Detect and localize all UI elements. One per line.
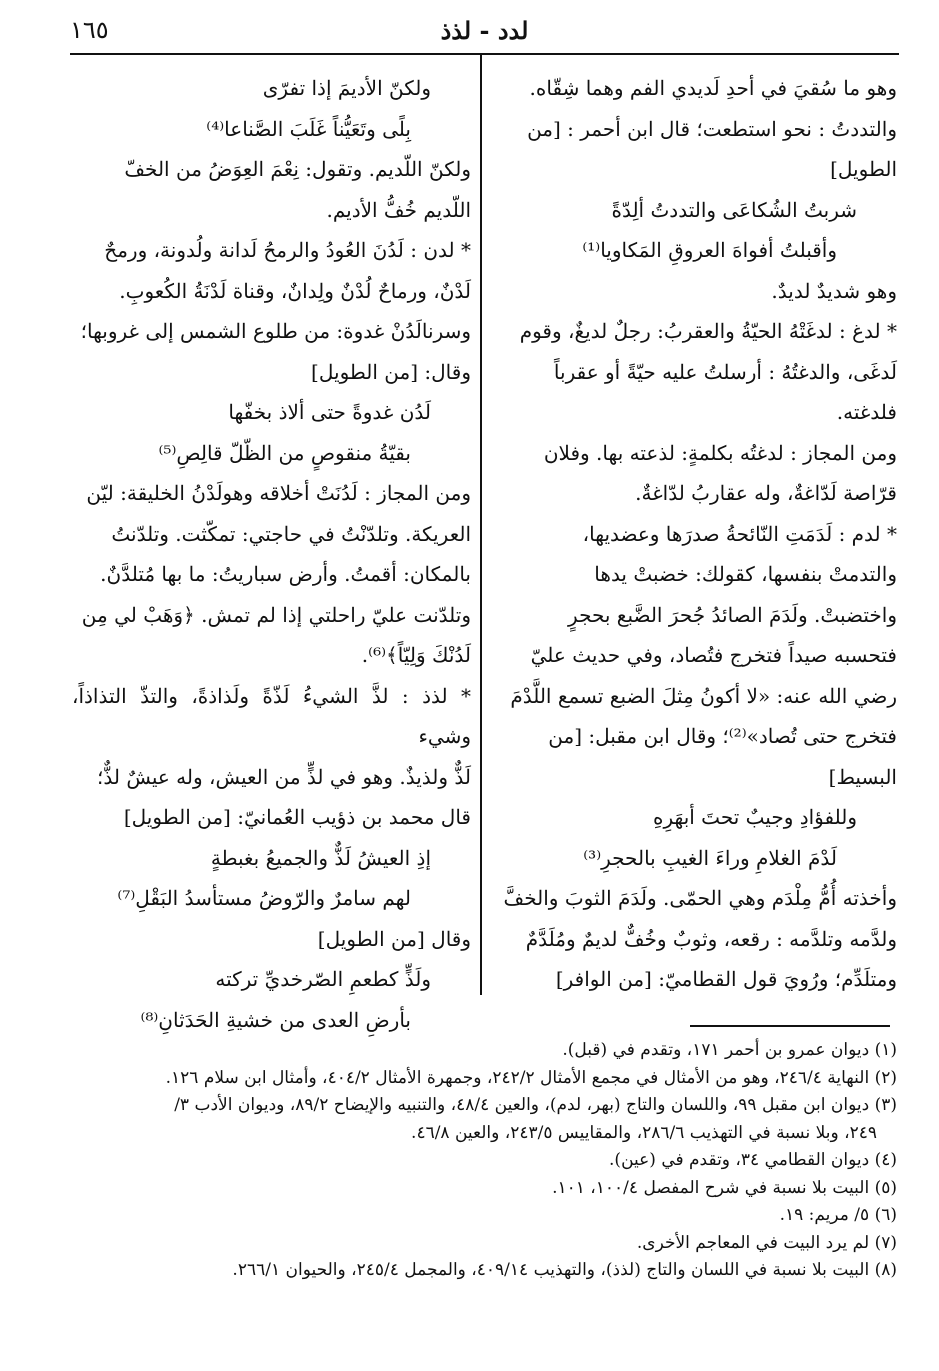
footnote: (٦) ٥/ مريم: ١٩. [779,1205,897,1225]
text-line: وأخذته أُمُّ مِلْدَم وهي الحمّى. ولَدَمَ الثوبَ والخفَّ [503,886,897,910]
text-line: والتددتُ : نحو استطعت؛ قال ابن أحمر : [من [527,116,897,141]
verse-line: وللفؤادِ وجيبٌ تحتَ أبهَرِهِ [652,805,857,829]
text-line: فتخرج حتى تُصاد»⁽²⁾؛ وقال ابن مقبل: [من [548,724,897,748]
text-line: فتحسبه صيداً فتخرج فتُصاد، وفي حديث عليّ [530,643,897,667]
text-line: ومتلَدِّم؛ ورُويَ قول القطاميّ: [من الوافر] [555,967,897,991]
page-header [70,10,899,50]
entry-line: * لدم : لَدَمَتِ النّائحةُ صدرَها وعضديها، [582,521,897,546]
verse-line: إذِ العيشُ لَذٌّ والجميعُ بغبطةٍ [210,845,431,870]
text-line: والتدمتْ بنفسها، كقولك: خضبتْ يدها [594,562,897,586]
column-divider [480,55,482,995]
text-line: وتلدّنت عليّ راحلتي إذا لم تمش. ﴿وَهَبْ لي مِن [81,602,471,627]
text-line: ولدَّمه وتلدَّمه : رقعه، وثوبٌ وخُفٌّ لديمٌ ومُلَدَّمٌ [525,926,897,951]
text-line: وهو شديدٌ لديدٌ. [771,278,897,303]
verse-line: لَدُن غدوةً حتى ألاذ بخفّها [228,400,431,424]
text-line: ومن المجاز : لدغتُه بكلمةٍ: لذعته بها. وفلان [543,440,897,465]
verse-line: لهم سامرٌ والرّوضُ مستأسدُ البَقْلِ⁽⁷⁾ [117,886,411,910]
text-line: قال محمد بن ذؤيب العُمانيّ: [من الطويل] [123,805,471,829]
footnote: (٣) ديوان ابن مقبل ٩٩، واللسان والتاج (بهر، لدم)، والعين ٤٨/٤، والتنبيه والإيضاح ٨٩/٢، وديوان الأدب ٣/ [174,1095,897,1115]
text-line: بالمكان: أقمتُ. وأرض سباريتُ: ما بها مُتلدَّنٌ. [100,562,471,586]
text-line: لَدغَى، والدغتُهُ : أرسلتُ عليه حيّةً أو عقرباً [553,359,897,384]
footnote: ٢٤٩، وبلا نسبة في التهذيب ٢٨٦/٦، والمقاييس ٢٤٣/٥، والعين ٤٦/٨. [411,1122,877,1143]
left-column [72,68,471,1032]
verse-line: شربتُ الشُكاعَى والتددتُ ألِدّةً [611,197,857,222]
text-line: وسرنالَدُنْ غدوة: من طلوع الشمس إلى غروبها؛ [80,319,471,343]
footnote: (١) ديوان عمرو بن أحمر ١٧١، وتقدم في (قبل). [562,1040,897,1060]
text-line: ولكنّ اللّديم. وتقول: نِعْمَ العِوَضُ من الخفّ [124,157,471,181]
text-line: العريكة. وتلدّنْتُ في حاجتي: تمكّثت. وتلدّنتُ [111,521,471,546]
text-line: اللّديم خُفُّ الأديم. [326,197,471,222]
footnote-rule [690,1025,890,1027]
footnote: (٨) البيت بلا نسبة في اللسان والتاج (لذذ)، والتهذيب ٤٠٩/١٤، والمجمل ٢٤٥/٤، والحيوان ٢٦٦/١. [232,1260,897,1280]
text-line: وهو ما سُقيَ في أحدِ لَديدي الفم وهما شِقّاه. [529,76,897,100]
footnote: (٧) لم يرد البيت في المعاجم الأخرى. [636,1232,897,1253]
text-line: وقال: [من الطويل] [311,359,471,384]
text-line: لَدْنٌ، ورماحٌ لُدْنٌ ولِدانٌ، وقناة لَدْنَةُ الكُعوبِ. [119,278,471,303]
text-line: لَذٌّ ولذيذٌ. وهو في لذٍّ من العيش، وله عيشٌ لذٌّ؛ [97,764,471,789]
verse-line: لَدْمَ الغلامِ وراءَ الغيبِ بالحجرِ⁽³⁾ [583,845,837,870]
entry-line: * لدن : لَدُنَ العُودُ والرمحُ لَدانة ولُدونة، ورمحٌ [104,238,471,262]
header-rule [70,53,899,55]
text-line: لَدُنْكَ وَلِيّاً﴾⁽⁶⁾. [361,643,471,667]
page-title: لدد - لذذ [440,16,529,45]
entry-line: * لذذ : لذَّ الشيءُ لَذّةً ولَذاذةً، والتذّ التذاذاً، وشيء [72,683,471,748]
verse-line: ولَذٍّ كطعمِ الصّرخديِّ تركته [215,967,431,991]
footnote: (٤) ديوان القطامي ٣٤، وتقدم في (عين). [609,1150,897,1170]
verse-line: ولكنّ الأديمَ إذا تفرّى [262,76,431,100]
text-line: واختضبتْ. ولَدَمَ الصائدُ جُحرَ الضَّبع بحجرٍ [568,602,897,627]
text-line: فلدغته. [836,400,897,424]
verse-line: بقيّةُ منقوصٍ من الظّلّ قالِصِ⁽⁵⁾ [158,440,411,465]
right-column [490,68,897,998]
text-line: رضي الله عنه: «لا أكونُ مِثلَ الضبع تسمع اللَّدْمَ [510,683,897,708]
verse-line: وأقبلتُ أفواهَ العروقِ المَكاويا⁽¹⁾ [582,238,837,262]
footnote: (٢) النهاية ٢٤٦/٤، وهو من الأمثال في مجمع الأمثال ٢٤٢/٢، وجمهرة الأمثال ٤٠٤/٢، وأمثال ابن سلام ١٢٦. [165,1067,897,1088]
text-line: الطويل] [830,157,897,181]
page-number: ١٦٥ [70,16,109,44]
text-line: ومن المجاز : لَدُنَتْ أخلاقه وهولَدْنُ الخليقة: ليّن [86,481,471,505]
footnotes [72,1037,897,1285]
footnote: (٥) البيت بلا نسبة في شرح المفصل ١٠٠/٤، ١٠١. [552,1177,897,1198]
text-line: قرّاصة لَدّاغةٌ، وله عقاربُ لدّاغةٌ. [635,481,897,505]
verse-line: بأرضِ العدى من خشيةِ الحَدَثانِ⁽⁸⁾ [140,1007,411,1032]
verse-line: بِلًى وتَعَيُّناً غَلَبَ الصَّناعا⁽⁴⁾ [206,116,411,141]
entry-line: * لدغ : لدغَتْهُ الحيّةُ والعقربُ: رجلٌ لديغٌ، وقوم [519,319,897,343]
text-line: وقال [من الطويل] [317,926,471,951]
text-line: البسيط] [828,764,897,789]
